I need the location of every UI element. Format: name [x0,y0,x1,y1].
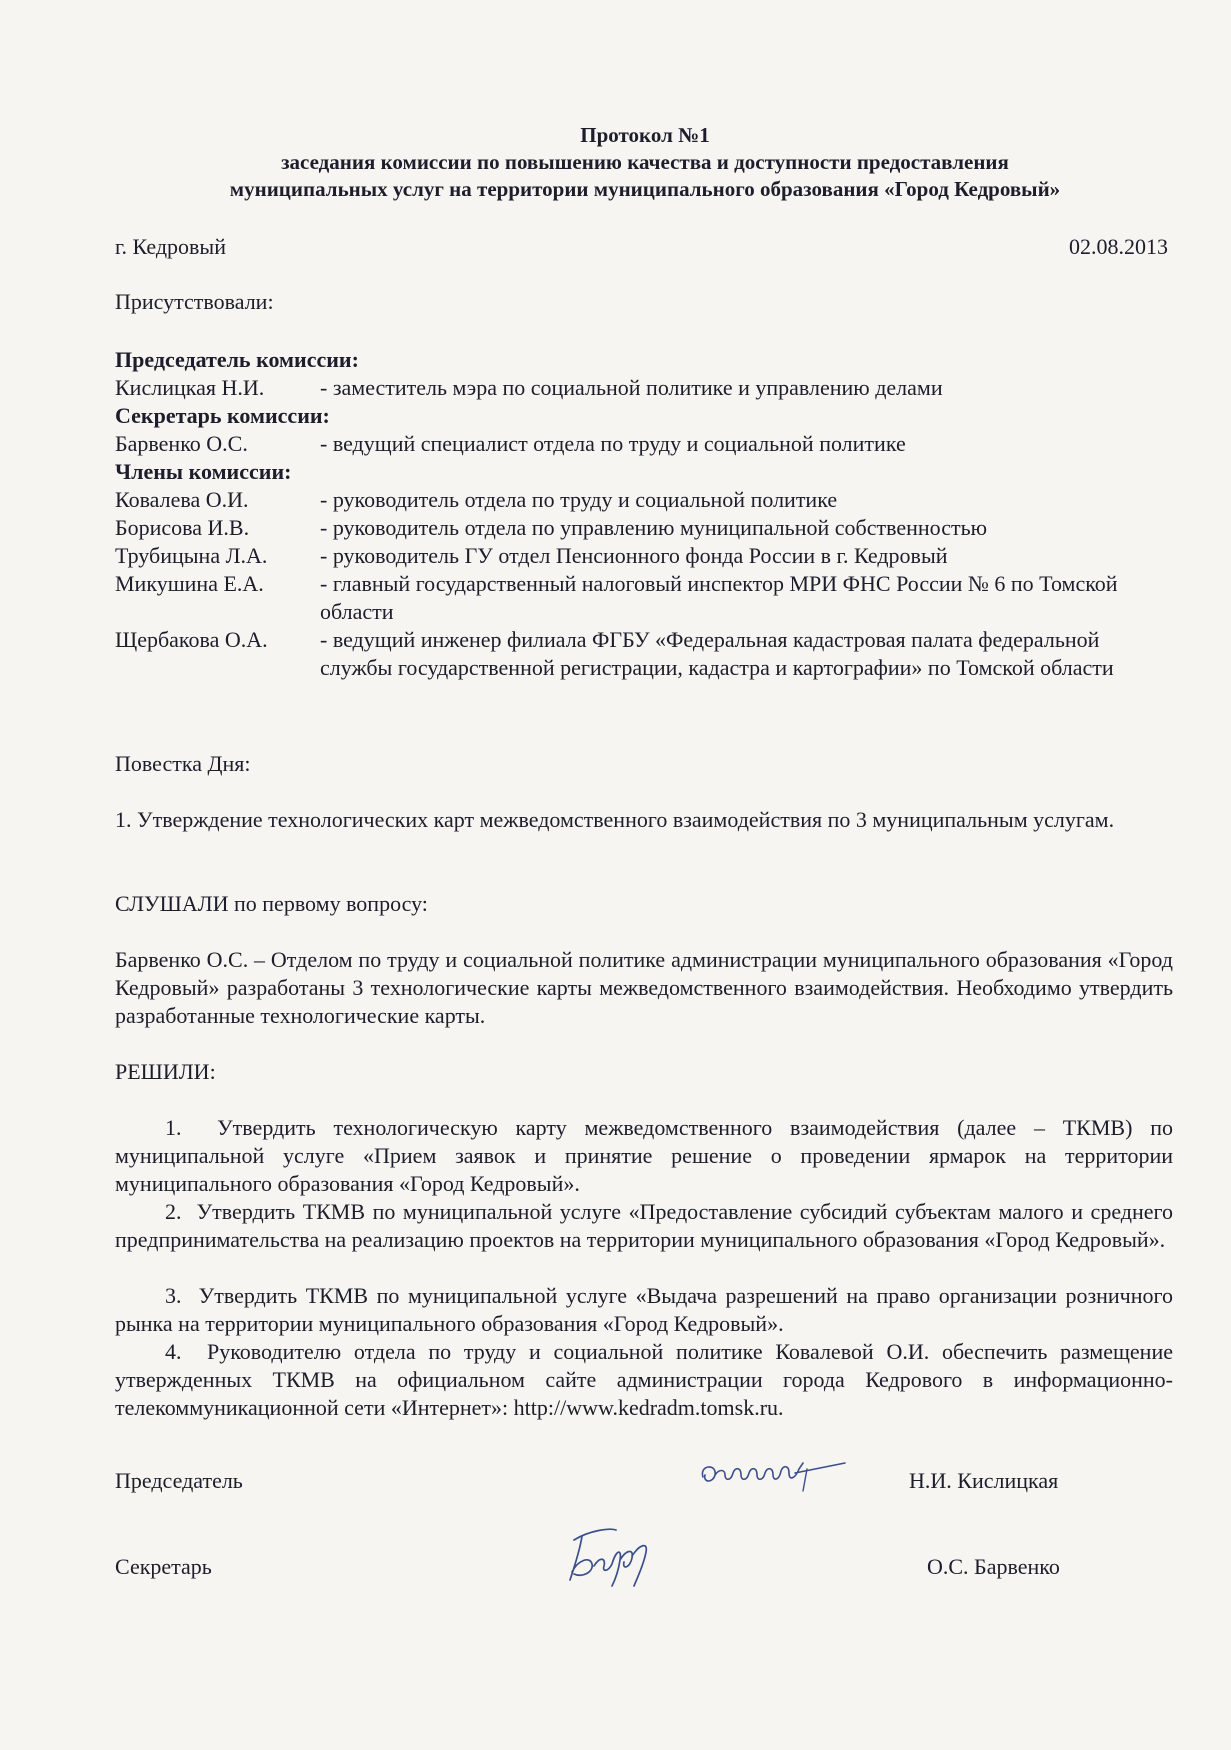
member-role: - руководитель ГУ отдел Пенсионного фонда России в г. Кедровый [320,543,948,568]
agenda-item: 1. Утверждение технологических карт межведомственного взаимодействия по 3 муниципальным услугам. [115,807,1115,832]
decision-text: Утвердить ТКМВ по муниципальной услуге «Выдача разрешений на право организации розничного рынка на территории муниципального образования «Город Кедровый». [115,1283,1173,1336]
decision-item [115,1114,1173,1198]
meeting-place: г. Кедровый [115,234,226,259]
chair-signature-label: Председатель [115,1468,243,1493]
decision-number: 1. [165,1115,182,1140]
secretary-name: Барвенко О.С. [115,431,248,456]
member-name: Ковалева О.И. [115,487,249,512]
decision-text: Руководителю отдела по труду и социальной политике Ковалевой О.И. обеспечить размещение утвержденных ТКМВ на официальном сайте администрации города Кедрового в информационно-телекоммуникационной сети «Интернет»: http://www.kedradm.tomsk.ru. [115,1339,1173,1420]
member-name: Борисова И.В. [115,515,250,540]
chair-signature-name: Н.И. Кислицкая [909,1468,1059,1493]
title-line-3: муниципальных услуг на территории муниципального образования «Город Кедровый» [229,177,1061,201]
secretary-signature-label: Секретарь [115,1554,212,1579]
heard-text: Барвенко О.С. – Отделом по труду и социальной политике администрации муниципального образования «Город Кедровый» разработаны 3 технологические карты межведомственного взаимодействия. Необходимо утвердить разработанные технологические карты. [115,947,1173,1028]
secretary-signature-name: О.С. Барвенко [927,1554,1060,1579]
decision-item [115,1338,1173,1422]
decision-item [115,1282,1173,1338]
decided-heading: РЕШИЛИ: [115,1059,216,1084]
decision-number: 4. [165,1339,182,1364]
secretary-heading: Секретарь комиссии: [115,403,330,428]
meeting-date: 02.08.2013 [1069,234,1168,259]
chair-name: Кислицкая Н.И. [115,375,265,400]
decision-number: 2. [165,1199,182,1224]
member-name: Микушина Е.А. [115,571,264,596]
chair-role: - заместитель мэра по социальной политике и управлению делами [320,375,943,400]
members-heading: Члены комиссии: [115,459,292,484]
heard-heading: СЛУШАЛИ по первому вопросу: [115,891,428,916]
member-role: - руководитель отдела по труду и социальной политике [320,487,838,512]
agenda-heading: Повестка Дня: [115,751,251,776]
decision-item [115,1198,1173,1254]
chair-heading: Председатель комиссии: [115,347,359,372]
present-label: Присутствовали: [115,289,274,314]
decision-text: Утвердить ТКМВ по муниципальной услуге «Предоставление субсидий субъектам малого и среднего предпринимательства на реализацию проектов на территории муниципального образования «Город Кедровый». [115,1199,1174,1252]
document-title [100,122,1190,203]
title-line-1: Протокол №1 [580,123,710,147]
member-name: Щербакова О.А. [115,627,268,652]
member-role: - ведущий инженер филиала ФГБУ «Федеральная кадастровая палата федеральной службы государственной регистрации, кадастра и картографии» по Томской области [320,627,1114,680]
member-role: - главный государственный налоговый инспектор МРИ ФНС России № 6 по Томской области [320,571,1118,624]
title-line-2: заседания комиссии по повышению качества и доступности предоставления [281,150,1009,174]
decision-number: 3. [165,1283,182,1308]
member-name: Трубицына Л.А. [115,543,268,568]
decision-text: Утвердить технологическую карту межведомственного взаимодействия (далее – ТКМВ) по муниципальной услуге «Прием заявок и принятие решение о проведении ярмарок на территории муниципального образования «Город Кедровый». [115,1115,1173,1196]
member-role: - руководитель отдела по управлению муниципальной собственностью [320,515,988,540]
secretary-role: - ведущий специалист отдела по труду и социальной политике [320,431,906,456]
